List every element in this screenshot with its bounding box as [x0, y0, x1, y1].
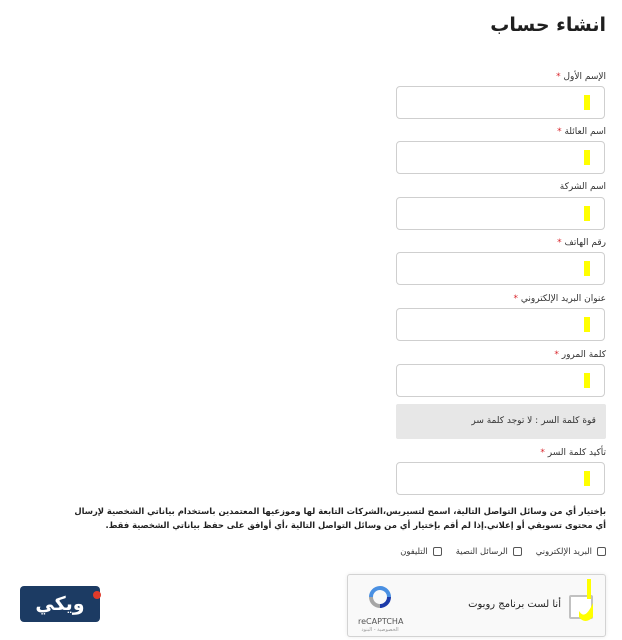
phone-label [557, 238, 606, 248]
option-sms[interactable] [456, 546, 522, 556]
recaptcha-logo [358, 583, 402, 633]
phone-label-text: رقم الهاتف [564, 238, 606, 248]
consent-line-1: بإختيار أي من وسائل التواصل التالية، اسمح لتسيريس،الشركات التابعة لها وموزعيها المعتمدين باستخدام بياناتي الشخصية لإرسال [74, 506, 606, 516]
password-label-text: كلمة المرور [561, 350, 606, 360]
required-mark: * [554, 350, 559, 360]
required-mark: * [556, 72, 561, 82]
option-email[interactable] [536, 546, 606, 556]
watermark-text: ويكي [35, 593, 85, 615]
email-label-text: عنوان البريد الإلكتروني [520, 294, 606, 304]
confirm-password-label-text: تأكيد كلمة السر [547, 448, 606, 458]
email-input[interactable] [396, 308, 605, 341]
required-mark: * [557, 127, 562, 137]
page-title: انشاء حساب [490, 14, 606, 36]
marketing-consent-text [74, 504, 606, 532]
email-label [514, 294, 606, 304]
company-label-text: اسم الشركة [559, 182, 606, 192]
highlight-mark-icon [577, 577, 595, 623]
option-email-label: البريد الإلكتروني [535, 546, 592, 556]
last-name-label-text: اسم العائلة [564, 127, 606, 137]
recaptcha-icon [366, 583, 394, 611]
highlight-marker [584, 471, 590, 486]
first-name-label-text: الإسم الأول [563, 72, 606, 82]
highlight-marker [584, 317, 590, 332]
password-label [554, 350, 606, 360]
recaptcha-brand: reCAPTCHA [358, 617, 404, 626]
first-name-input[interactable] [396, 86, 605, 119]
option-sms-label: الرسائل النصية [455, 546, 508, 556]
first-name-label [556, 72, 606, 82]
highlight-marker [584, 373, 590, 388]
option-phone-label: التليفون [400, 546, 428, 556]
required-mark: * [540, 448, 545, 458]
recaptcha-label: أنا لست برنامج روبوت [468, 599, 561, 610]
confirm-password-label [540, 448, 606, 458]
highlight-marker [584, 206, 590, 221]
company-input[interactable] [396, 197, 605, 230]
required-mark: * [513, 294, 519, 304]
phone-input[interactable] [396, 252, 605, 285]
highlight-marker [584, 261, 590, 276]
required-mark: * [557, 238, 562, 248]
option-phone[interactable] [400, 546, 441, 556]
recaptcha-terms-link[interactable]: الخصوصية - البنود [361, 627, 399, 633]
recaptcha-widget [347, 574, 606, 637]
password-strength-indicator: قوة كلمة السر : لا توجد كلمة سر [396, 404, 606, 439]
consent-line-2: أي محتوى تسويقي أو إعلاني.إذا لم أقم بإختيار أي من وسائل التواصل التالية ،أي أوافق على حفظ بياناتي الشخصية فقط. [105, 520, 606, 530]
last-name-label [557, 127, 606, 137]
watermark-dot [93, 591, 101, 599]
password-input[interactable] [396, 364, 605, 397]
phone-checkbox[interactable] [433, 547, 442, 556]
highlight-marker [584, 150, 590, 165]
last-name-input[interactable] [396, 141, 605, 174]
confirm-password-input[interactable] [396, 462, 605, 495]
contact-options [400, 546, 606, 556]
watermark-logo [20, 586, 100, 622]
company-label [560, 182, 606, 192]
highlight-marker [584, 95, 590, 110]
sms-checkbox[interactable] [513, 547, 522, 556]
email-checkbox[interactable] [597, 547, 606, 556]
